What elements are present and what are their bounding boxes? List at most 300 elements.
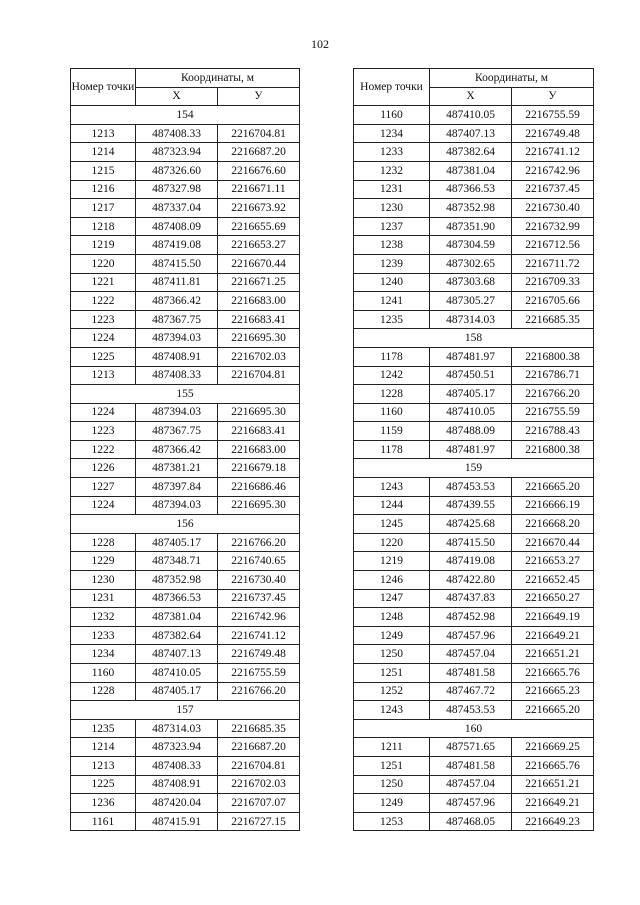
y-coordinate-cell: 2216676.60	[218, 161, 300, 180]
group-number: 158	[354, 329, 594, 348]
page-number: 102	[311, 37, 329, 51]
x-coordinate-cell: 487394.03	[136, 403, 218, 422]
y-coordinate-cell: 2216665.23	[512, 682, 594, 701]
y-coordinate-cell: 2216749.48	[512, 124, 594, 143]
x-coordinate-cell: 487453.53	[430, 701, 512, 720]
point-number-cell: 1161	[71, 812, 136, 831]
group-number: 156	[71, 515, 300, 534]
x-coordinate-cell: 487408.33	[136, 366, 218, 385]
table-row	[71, 254, 300, 273]
y-coordinate-cell: 2216755.59	[512, 403, 594, 422]
point-number-cell: 1230	[71, 571, 136, 590]
point-number-cell: 1239	[354, 254, 430, 273]
y-coordinate-cell: 2216649.19	[512, 608, 594, 627]
y-coordinate-cell: 2216671.25	[218, 273, 300, 292]
point-number-cell: 1228	[71, 533, 136, 552]
x-coordinate-cell: 487382.64	[136, 626, 218, 645]
group-number: 155	[71, 385, 300, 404]
y-coordinate-cell: 2216741.12	[512, 143, 594, 162]
point-number-cell: 1219	[354, 552, 430, 571]
table-row	[354, 199, 594, 218]
table-row	[354, 217, 594, 236]
table-row	[354, 180, 594, 199]
y-coordinate-cell: 2216741.12	[218, 626, 300, 645]
point-number-cell: 1178	[354, 440, 430, 459]
point-number-cell: 1250	[354, 775, 430, 794]
x-coordinate-cell: 487408.33	[136, 756, 218, 775]
header-coordinates: Координаты, м	[136, 69, 300, 88]
table-row	[71, 682, 300, 701]
group-number: 154	[71, 106, 300, 125]
table-row	[71, 756, 300, 775]
y-coordinate-cell: 2216766.20	[512, 385, 594, 404]
table-row	[71, 217, 300, 236]
y-coordinate-cell: 2216740.65	[218, 552, 300, 571]
y-coordinate-cell: 2216687.20	[218, 738, 300, 757]
point-number-cell: 1235	[71, 719, 136, 738]
x-coordinate-cell: 487366.42	[136, 440, 218, 459]
x-coordinate-cell: 487439.55	[430, 496, 512, 515]
table-row	[354, 366, 594, 385]
x-coordinate-cell: 487415.50	[136, 254, 218, 273]
y-coordinate-cell: 2216670.44	[512, 533, 594, 552]
table-row	[71, 794, 300, 813]
x-coordinate-cell: 487303.68	[430, 273, 512, 292]
table-row	[354, 254, 594, 273]
table-row	[71, 496, 300, 515]
y-coordinate-cell: 2216685.35	[218, 719, 300, 738]
point-number-cell: 1224	[71, 329, 136, 348]
point-number-cell: 1232	[71, 608, 136, 627]
x-coordinate-cell: 487405.17	[136, 533, 218, 552]
table-row	[71, 552, 300, 571]
x-coordinate-cell: 487457.96	[430, 626, 512, 645]
table-row	[354, 143, 594, 162]
table-row	[71, 459, 300, 478]
x-coordinate-cell: 487481.58	[430, 664, 512, 683]
group-row	[354, 719, 594, 738]
point-number-cell: 1249	[354, 626, 430, 645]
table-row	[354, 515, 594, 534]
table-row	[354, 273, 594, 292]
table-row	[354, 440, 594, 459]
y-coordinate-cell: 2216655.69	[218, 217, 300, 236]
x-coordinate-cell: 487415.50	[430, 533, 512, 552]
point-number-cell: 1241	[354, 292, 430, 311]
y-coordinate-cell: 2216730.40	[218, 571, 300, 590]
header-y: У	[218, 87, 300, 106]
table-body-right	[354, 106, 594, 831]
x-coordinate-cell: 487381.04	[136, 608, 218, 627]
y-coordinate-cell: 2216652.45	[512, 571, 594, 590]
y-coordinate-cell: 2216705.66	[512, 292, 594, 311]
table-row	[71, 199, 300, 218]
table-row	[71, 273, 300, 292]
x-coordinate-cell: 487415.91	[136, 812, 218, 831]
y-coordinate-cell: 2216800.38	[512, 440, 594, 459]
table-row	[354, 701, 594, 720]
x-coordinate-cell: 487488.09	[430, 422, 512, 441]
x-coordinate-cell: 487405.17	[430, 385, 512, 404]
y-coordinate-cell: 2216788.43	[512, 422, 594, 441]
x-coordinate-cell: 487314.03	[430, 310, 512, 329]
y-coordinate-cell: 2216683.00	[218, 292, 300, 311]
y-coordinate-cell: 2216702.03	[218, 775, 300, 794]
y-coordinate-cell: 2216732.99	[512, 217, 594, 236]
y-coordinate-cell: 2216737.45	[218, 589, 300, 608]
x-coordinate-cell: 487468.05	[430, 812, 512, 831]
table-row	[354, 775, 594, 794]
x-coordinate-cell: 487408.09	[136, 217, 218, 236]
table-row	[71, 366, 300, 385]
point-number-cell: 1220	[354, 533, 430, 552]
table-row	[71, 664, 300, 683]
x-coordinate-cell: 487381.21	[136, 459, 218, 478]
point-number-cell: 1223	[71, 310, 136, 329]
point-number-cell: 1236	[71, 794, 136, 813]
table-row	[71, 161, 300, 180]
table-row	[71, 775, 300, 794]
x-coordinate-cell: 487348.71	[136, 552, 218, 571]
point-number-cell: 1243	[354, 701, 430, 720]
table-row	[354, 161, 594, 180]
y-coordinate-cell: 2216687.20	[218, 143, 300, 162]
point-number-cell: 1214	[71, 738, 136, 757]
table-row	[354, 496, 594, 515]
point-number-cell: 1229	[71, 552, 136, 571]
x-coordinate-cell: 487314.03	[136, 719, 218, 738]
y-coordinate-cell: 2216695.30	[218, 403, 300, 422]
group-row	[354, 459, 594, 478]
point-number-cell: 1215	[71, 161, 136, 180]
table-row	[71, 533, 300, 552]
table-row	[71, 143, 300, 162]
y-coordinate-cell: 2216704.81	[218, 124, 300, 143]
point-number-cell: 1238	[354, 236, 430, 255]
x-coordinate-cell: 487453.53	[430, 478, 512, 497]
x-coordinate-cell: 487323.94	[136, 143, 218, 162]
point-number-cell: 1251	[354, 664, 430, 683]
x-coordinate-cell: 487457.04	[430, 645, 512, 664]
table-row	[354, 422, 594, 441]
group-number: 157	[71, 701, 300, 720]
y-coordinate-cell: 2216670.44	[218, 254, 300, 273]
x-coordinate-cell: 487394.03	[136, 329, 218, 348]
x-coordinate-cell: 487407.13	[136, 645, 218, 664]
point-number-cell: 1249	[354, 794, 430, 813]
header-x: X	[136, 87, 218, 106]
x-coordinate-cell: 487408.33	[136, 124, 218, 143]
point-number-cell: 1211	[354, 738, 430, 757]
point-number-cell: 1235	[354, 310, 430, 329]
x-coordinate-cell: 487352.98	[430, 199, 512, 218]
x-coordinate-cell: 487326.60	[136, 161, 218, 180]
point-number-cell: 1226	[71, 459, 136, 478]
y-coordinate-cell: 2216653.27	[512, 552, 594, 571]
x-coordinate-cell: 487457.04	[430, 775, 512, 794]
y-coordinate-cell: 2216755.59	[218, 664, 300, 683]
y-coordinate-cell: 2216650.27	[512, 589, 594, 608]
table-row	[71, 440, 300, 459]
point-number-cell: 1247	[354, 589, 430, 608]
point-number-cell: 1178	[354, 347, 430, 366]
point-number-cell: 1219	[71, 236, 136, 255]
y-coordinate-cell: 2216669.25	[512, 738, 594, 757]
x-coordinate-cell: 487337.04	[136, 199, 218, 218]
x-coordinate-cell: 487327.98	[136, 180, 218, 199]
table-row	[71, 738, 300, 757]
y-coordinate-cell: 2216695.30	[218, 329, 300, 348]
table-row	[354, 347, 594, 366]
x-coordinate-cell: 487437.83	[430, 589, 512, 608]
table-row	[354, 794, 594, 813]
point-number-cell: 1160	[354, 106, 430, 125]
point-number-cell: 1234	[71, 645, 136, 664]
table-row	[71, 180, 300, 199]
table-row	[354, 664, 594, 683]
table-row	[71, 645, 300, 664]
table-row	[354, 738, 594, 757]
point-number-cell: 1237	[354, 217, 430, 236]
x-coordinate-cell: 487366.42	[136, 292, 218, 311]
table-row	[354, 571, 594, 590]
y-coordinate-cell: 2216766.20	[218, 533, 300, 552]
table-row	[71, 422, 300, 441]
y-coordinate-cell: 2216679.18	[218, 459, 300, 478]
point-number-cell: 1217	[71, 199, 136, 218]
header-point-number: Номер точки	[71, 69, 136, 106]
x-coordinate-cell: 487410.05	[136, 664, 218, 683]
x-coordinate-cell: 487352.98	[136, 571, 218, 590]
table-row	[71, 608, 300, 627]
point-number-cell: 1242	[354, 366, 430, 385]
point-number-cell: 1223	[71, 422, 136, 441]
point-number-cell: 1251	[354, 756, 430, 775]
y-coordinate-cell: 2216686.46	[218, 478, 300, 497]
y-coordinate-cell: 2216749.48	[218, 645, 300, 664]
x-coordinate-cell: 487481.58	[430, 756, 512, 775]
y-coordinate-cell: 2216704.81	[218, 756, 300, 775]
table-row	[354, 385, 594, 404]
y-coordinate-cell: 2216651.21	[512, 645, 594, 664]
y-coordinate-cell: 2216683.00	[218, 440, 300, 459]
x-coordinate-cell: 487408.91	[136, 775, 218, 794]
x-coordinate-cell: 487481.97	[430, 347, 512, 366]
table-row	[354, 608, 594, 627]
x-coordinate-cell: 487452.98	[430, 608, 512, 627]
table-row	[354, 403, 594, 422]
point-number-cell: 1246	[354, 571, 430, 590]
y-coordinate-cell: 2216666.19	[512, 496, 594, 515]
point-number-cell: 1253	[354, 812, 430, 831]
point-number-cell: 1240	[354, 273, 430, 292]
header-y: У	[512, 87, 594, 106]
header-coordinates: Координаты, м	[430, 69, 594, 88]
x-coordinate-cell: 487481.97	[430, 440, 512, 459]
table-row	[71, 478, 300, 497]
y-coordinate-cell: 2216695.30	[218, 496, 300, 515]
x-coordinate-cell: 487366.53	[430, 180, 512, 199]
point-number-cell: 1228	[354, 385, 430, 404]
point-number-cell: 1224	[71, 496, 136, 515]
y-coordinate-cell: 2216707.07	[218, 794, 300, 813]
point-number-cell: 1218	[71, 217, 136, 236]
y-coordinate-cell: 2216766.20	[218, 682, 300, 701]
y-coordinate-cell: 2216742.96	[218, 608, 300, 627]
point-number-cell: 1245	[354, 515, 430, 534]
table-row	[71, 626, 300, 645]
table-row	[354, 812, 594, 831]
y-coordinate-cell: 2216730.40	[512, 199, 594, 218]
point-number-cell: 1252	[354, 682, 430, 701]
y-coordinate-cell: 2216671.11	[218, 180, 300, 199]
x-coordinate-cell: 487394.03	[136, 496, 218, 515]
y-coordinate-cell: 2216711.72	[512, 254, 594, 273]
table-row	[354, 236, 594, 255]
x-coordinate-cell: 487419.08	[430, 552, 512, 571]
point-number-cell: 1214	[71, 143, 136, 162]
x-coordinate-cell: 487304.59	[430, 236, 512, 255]
table-row	[354, 589, 594, 608]
y-coordinate-cell: 2216665.76	[512, 756, 594, 775]
point-number-cell: 1230	[354, 199, 430, 218]
y-coordinate-cell: 2216685.35	[512, 310, 594, 329]
point-number-cell: 1160	[71, 664, 136, 683]
point-number-cell: 1231	[71, 589, 136, 608]
x-coordinate-cell: 487397.84	[136, 478, 218, 497]
y-coordinate-cell: 2216683.41	[218, 310, 300, 329]
point-number-cell: 1221	[71, 273, 136, 292]
y-coordinate-cell: 2216665.20	[512, 701, 594, 720]
point-number-cell: 1225	[71, 347, 136, 366]
y-coordinate-cell: 2216649.21	[512, 626, 594, 645]
y-coordinate-cell: 2216742.96	[512, 161, 594, 180]
y-coordinate-cell: 2216673.92	[218, 199, 300, 218]
table-row	[354, 552, 594, 571]
y-coordinate-cell: 2216702.03	[218, 347, 300, 366]
y-coordinate-cell: 2216668.20	[512, 515, 594, 534]
y-coordinate-cell: 2216651.21	[512, 775, 594, 794]
y-coordinate-cell: 2216800.38	[512, 347, 594, 366]
y-coordinate-cell: 2216712.56	[512, 236, 594, 255]
x-coordinate-cell: 487407.13	[430, 124, 512, 143]
x-coordinate-cell: 487408.91	[136, 347, 218, 366]
table-row	[71, 403, 300, 422]
table-row	[71, 589, 300, 608]
point-number-cell: 1222	[71, 440, 136, 459]
point-number-cell: 1248	[354, 608, 430, 627]
header-point-number: Номер точки	[354, 69, 430, 106]
point-number-cell: 1225	[71, 775, 136, 794]
table-row	[354, 478, 594, 497]
point-number-cell: 1227	[71, 478, 136, 497]
y-coordinate-cell: 2216727.15	[218, 812, 300, 831]
point-number-cell: 1213	[71, 366, 136, 385]
table-row	[71, 124, 300, 143]
group-row	[354, 329, 594, 348]
x-coordinate-cell: 487467.72	[430, 682, 512, 701]
table-row	[354, 292, 594, 311]
point-number-cell: 1224	[71, 403, 136, 422]
point-number-cell: 1233	[354, 143, 430, 162]
x-coordinate-cell: 487382.64	[430, 143, 512, 162]
x-coordinate-cell: 487381.04	[430, 161, 512, 180]
table-row	[354, 682, 594, 701]
point-number-cell: 1213	[71, 756, 136, 775]
x-coordinate-cell: 487419.08	[136, 236, 218, 255]
x-coordinate-cell: 487305.27	[430, 292, 512, 311]
x-coordinate-cell: 487351.90	[430, 217, 512, 236]
x-coordinate-cell: 487367.75	[136, 422, 218, 441]
y-coordinate-cell: 2216649.21	[512, 794, 594, 813]
point-number-cell: 1250	[354, 645, 430, 664]
y-coordinate-cell: 2216665.76	[512, 664, 594, 683]
table-row	[354, 756, 594, 775]
table-row	[354, 106, 594, 125]
y-coordinate-cell: 2216665.20	[512, 478, 594, 497]
group-number: 159	[354, 459, 594, 478]
x-coordinate-cell: 487571.65	[430, 738, 512, 757]
coordinates-table-right	[353, 68, 594, 831]
x-coordinate-cell: 487422.80	[430, 571, 512, 590]
x-coordinate-cell: 487302.65	[430, 254, 512, 273]
point-number-cell: 1232	[354, 161, 430, 180]
x-coordinate-cell: 487457.96	[430, 794, 512, 813]
y-coordinate-cell: 2216653.27	[218, 236, 300, 255]
x-coordinate-cell: 487323.94	[136, 738, 218, 757]
y-coordinate-cell: 2216737.45	[512, 180, 594, 199]
table-row	[354, 310, 594, 329]
point-number-cell: 1220	[71, 254, 136, 273]
table-row	[71, 292, 300, 311]
group-number: 160	[354, 719, 594, 738]
point-number-cell: 1222	[71, 292, 136, 311]
table-row	[354, 626, 594, 645]
x-coordinate-cell: 487405.17	[136, 682, 218, 701]
y-coordinate-cell: 2216683.41	[218, 422, 300, 441]
y-coordinate-cell: 2216704.81	[218, 366, 300, 385]
point-number-cell: 1234	[354, 124, 430, 143]
point-number-cell: 1159	[354, 422, 430, 441]
table-row	[354, 645, 594, 664]
header-x: X	[430, 87, 512, 106]
x-coordinate-cell: 487425.68	[430, 515, 512, 534]
table-row	[71, 347, 300, 366]
x-coordinate-cell: 487410.05	[430, 106, 512, 125]
table-row	[71, 329, 300, 348]
table-row	[71, 310, 300, 329]
point-number-cell: 1243	[354, 478, 430, 497]
point-number-cell: 1228	[71, 682, 136, 701]
x-coordinate-cell: 487411.81	[136, 273, 218, 292]
table-row	[354, 124, 594, 143]
table-row	[71, 719, 300, 738]
y-coordinate-cell: 2216755.59	[512, 106, 594, 125]
y-coordinate-cell: 2216649.23	[512, 812, 594, 831]
group-row	[71, 106, 300, 125]
y-coordinate-cell: 2216786.71	[512, 366, 594, 385]
x-coordinate-cell: 487410.05	[430, 403, 512, 422]
group-row	[71, 385, 300, 404]
table-row	[71, 571, 300, 590]
x-coordinate-cell: 487366.53	[136, 589, 218, 608]
table-row	[71, 236, 300, 255]
table-row	[354, 533, 594, 552]
group-row	[71, 515, 300, 534]
point-number-cell: 1233	[71, 626, 136, 645]
point-number-cell: 1231	[354, 180, 430, 199]
coordinates-table-left	[70, 68, 300, 831]
